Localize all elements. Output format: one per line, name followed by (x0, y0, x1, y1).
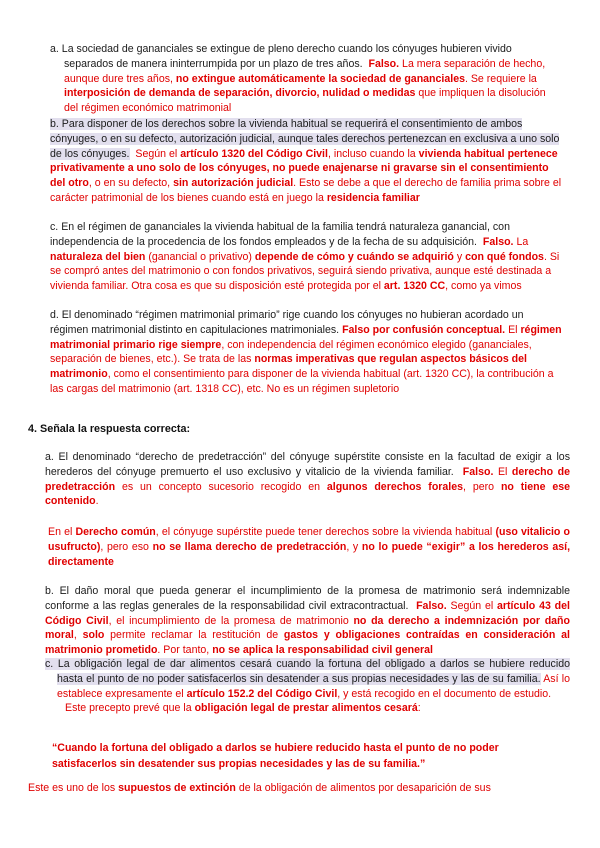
correction-emphasis: artículo 152.2 del Código Civil (186, 687, 338, 700)
correction-text: , o en su defecto, (88, 177, 171, 190)
question-highlight (45, 658, 570, 685)
correction-text: Este es uno de los (28, 782, 116, 794)
correction-text: permite reclamar la restitución de (110, 629, 279, 642)
correction-text: El (497, 465, 508, 478)
item-marker: a. (50, 43, 59, 55)
correction-text: . Por tanto, (157, 644, 210, 657)
correction-text: es un concepto sucesorio recogido en (121, 480, 320, 493)
correction-emphasis: normas imperativas que regulan aspectos básicos del matrimonio (50, 353, 527, 381)
correction-emphasis: interposición de demanda de separación, divorcio, nulidad o medidas (64, 87, 416, 100)
correction-emphasis: art. 1320 CC (383, 280, 446, 293)
correction-emphasis: artículo 1320 del Código Civil (180, 147, 328, 160)
correction-emphasis: no lo puede “exigir” a los herederos así, directamente (48, 540, 571, 568)
correction-text: , y (346, 540, 359, 553)
item-marker: d. (50, 309, 59, 321)
item-marker: b. (45, 585, 54, 597)
item-4b (45, 584, 570, 658)
question-text: El daño moral que pueda generar el incumplimiento de la promesa de matrimonio será indemnizable conforme a las reglas generales de la responsabilidad civil extracontractual. (45, 585, 570, 612)
correction-text: . (95, 495, 99, 508)
question-text: separados de manera ininterrumpida por un plazo de tres años. (64, 57, 363, 70)
correction-emphasis: no da derecho a indemnización por daño moral (45, 614, 570, 642)
correction-emphasis: supuestos de extinción (118, 782, 236, 794)
question-text: La sociedad de gananciales se extingue de pleno derecho cuando los cónyuges hubieren vivido (61, 43, 512, 55)
correction-text: , (73, 629, 77, 642)
correction-text: Este precepto prevé que la (65, 702, 192, 715)
verdict: Falso por confusión conceptual. (342, 323, 506, 336)
correction-emphasis: no se aplica la responsabilidad civil general (212, 644, 433, 657)
item-3b (50, 117, 562, 206)
correction-text: , como ya vimos (445, 280, 522, 293)
correction-text: . Se requiere la (464, 72, 537, 85)
correction-text: (ganancial o privativo) (148, 250, 252, 263)
correction-text: El (508, 323, 518, 336)
correction-emphasis: no tiene ese contenido (45, 480, 571, 508)
correction-text: En el (48, 526, 73, 538)
correction-emphasis: no se llama derecho de predetracción (152, 540, 347, 553)
item-3c (50, 220, 562, 294)
correction-text: , pero eso (100, 540, 149, 553)
question-text: La obligación legal de dar alimentos cesará cuando la fortuna del obligado a darlos se hubiere reducido hasta el punto de no poder satisfacerlos sin desatender a sus propias necesidades y las de su familia. (57, 658, 570, 685)
item-marker: c. (50, 221, 59, 233)
correction-text: Según el (135, 147, 178, 160)
correction-emphasis: régimen matrimonial primario rige siempre (50, 323, 562, 351)
verdict: Falso. (416, 599, 447, 612)
verdict: Falso. (368, 57, 400, 70)
correction-text: Según el (450, 599, 494, 612)
correction-text: , con independencia del régimen económico elegido (gananciales, separación de bienes, etc.). Se trata de las (50, 338, 532, 366)
question-text: Para disponer de los derechos sobre la vivienda habitual se requerirá el consentimiento de ambos cónyuges, o en su defecto, autorización judicial, aunque tales derechos pertenezcan en exclusiva a uno solo de los cónyuges. (50, 118, 560, 160)
correction-text: , pero (463, 480, 495, 493)
correction-emphasis: derecho de predetracción (45, 465, 570, 493)
question-text: En el régimen de gananciales la vivienda habitual de la familia tendrá naturaleza ganancial, con independencia de la procedencia de los fondos empleados y de la fecha de su adquisición. (50, 221, 510, 248)
correction-text: . Si se compró antes del matrimonio o con fondos privativos, seguirá siendo privativa, aunque esté destinada a vivienda familiar. Otra cosa es que su disposición esté protegida por el (50, 250, 560, 293)
item-3d (50, 308, 562, 397)
verdict: Falso. (482, 235, 514, 248)
correction-text: . Esto se debe a que el derecho de familia prima sobre el carácter patrimonial de los bienes cuando está en juego la (50, 177, 562, 204)
correction-text: La (516, 235, 529, 248)
correction-text: , el incumplimiento de la promesa de matrimonio (108, 614, 349, 627)
correction-emphasis: no extingue automáticamente la sociedad de gananciales (175, 72, 465, 85)
correction-emphasis: (uso vitalicio o usufructo) (48, 526, 571, 553)
correction-emphasis: obligación legal de prestar alimentos cesará (194, 702, 418, 715)
question-text: El denominado “derecho de predetracción” del cónyuge supérstite consiste en la facultad de exigir a los herederos del cónyuge premuerto el uso exclusivo y vitalicio de la vivienda familiar. (45, 451, 570, 478)
correction-emphasis: depende de cómo y cuándo se adquirió (254, 250, 454, 263)
item-marker: a. (45, 451, 54, 463)
item-4a (45, 450, 570, 509)
correction-text: Así lo establece expresamente el (57, 672, 570, 700)
correction-emphasis: artículo 43 del Código Civil (45, 599, 570, 627)
correction-emphasis: con qué fondos (465, 250, 544, 263)
correction-text: : (417, 702, 421, 715)
correction-emphasis: Derecho común (75, 526, 156, 538)
correction-emphasis: vivienda habitual pertenece privativamente a uno solo de los cónyuges, no puede enajenarse ni gravarse sin el consentimiento del otro (50, 147, 558, 190)
item-marker: b. (50, 118, 59, 130)
correction-text: , y está recogido en el documento de estudio. (337, 687, 552, 700)
correction-text: de la obligación de alimentos por desaparición de sus (238, 782, 491, 794)
correction-text: y (456, 250, 463, 263)
item-marker: c. (45, 658, 54, 670)
correction-emphasis: naturaleza del bien (50, 250, 146, 263)
section-heading: 4. Señala la respuesta correcta: (28, 423, 191, 435)
correction-text: La mera separación de hecho, aunque dure tres años, (64, 57, 546, 85)
quote (52, 740, 552, 772)
correction-emphasis: residencia familiar (326, 191, 420, 204)
item-4c (45, 657, 570, 716)
correction-text: , como el consentimiento para disponer de la vivienda habitual (art. 1320 CC), la contribución a las cargas del matrimonio (art. 1318 CC), etc. No es un régimen supletorio (50, 368, 554, 395)
verdict: Falso. (462, 465, 494, 478)
closing-line (28, 781, 588, 796)
correction-emphasis: algunos derechos forales (326, 480, 464, 493)
correction-emphasis: sin autorización judicial (173, 177, 294, 190)
correction-emphasis: solo (82, 629, 105, 642)
common-law-paragraph (48, 525, 570, 569)
correction-text: , el cónyuge supérstite puede tener derechos sobre la vivienda habitual (155, 526, 493, 538)
item-3a (50, 42, 562, 116)
correction-text: que impliquen la disolución del régimen económico matrimonial (64, 87, 546, 115)
correction-emphasis: gastos y obligaciones contraídas en consideración al matrimonio prometido (45, 629, 570, 657)
quote-text: “Cuando la fortuna del obligado a darlos se hubiere reducido hasta el punto de no poder satisfacerlos sin desatender sus propias necesidades y las de su familia.” (52, 742, 499, 770)
correction-text: , incluso cuando la (327, 147, 416, 160)
question-text: El denominado “régimen matrimonial primario” rige cuando los cónyuges no hubieran acordado un régimen matrimonial distinto en capitulaciones matrimoniales. (50, 309, 524, 336)
